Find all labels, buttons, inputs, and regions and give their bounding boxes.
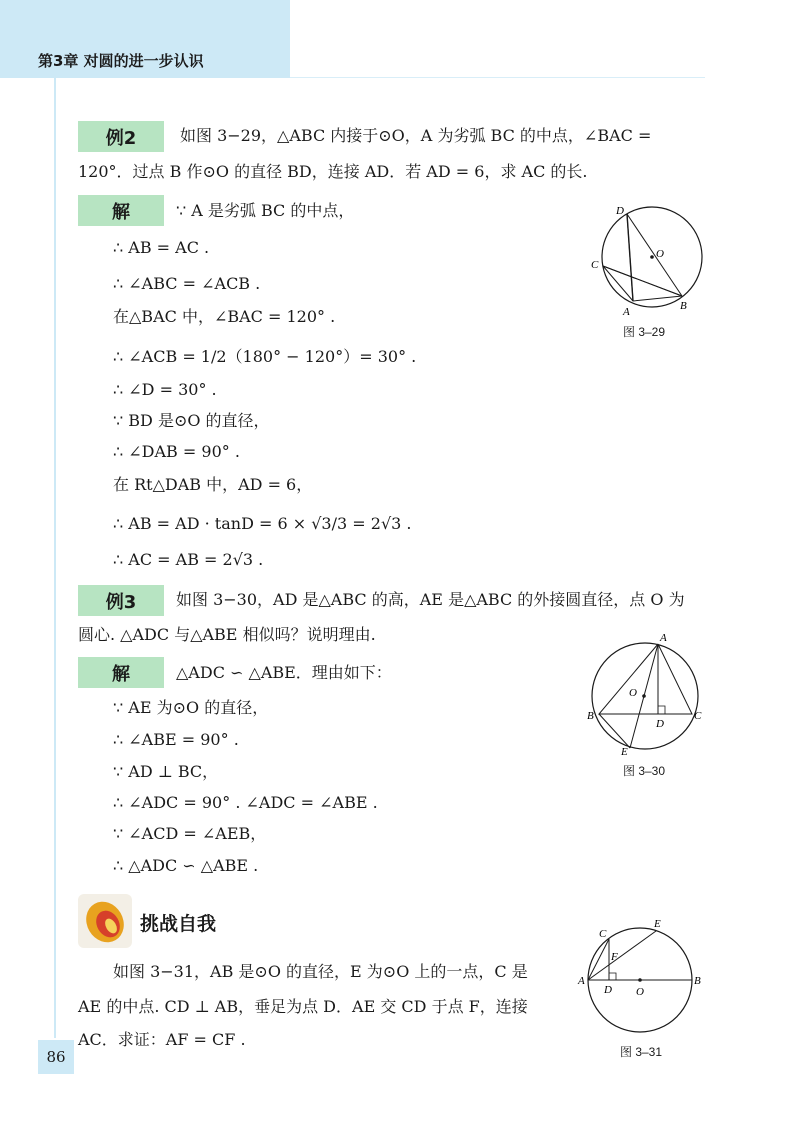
solution-2-line: △ADC ∽ △ABE．理由如下： <box>176 663 392 682</box>
figure-29-label-c: C <box>591 259 599 271</box>
example-2-line-1: 如图 3−29，△ABC 内接于⊙O，A 为劣弧 BC 的中点，∠BAC = <box>180 126 652 145</box>
figure-29-label-d: D <box>616 205 624 217</box>
figure-31-label-o: O <box>636 986 644 998</box>
challenge-line-3: AC．求证：AF = CF . <box>78 1030 246 1049</box>
solution-1-line: ∴ AC = AB = 2√3 . <box>113 550 264 569</box>
example-3-line-2: 圆心. △ADC 与△ABE 相似吗？说明理由. <box>78 625 376 644</box>
figure-3-29 <box>585 200 715 320</box>
challenge-icon <box>78 894 132 948</box>
challenge-line-1: 如图 3−31，AB 是⊙O 的直径，E 为⊙O 上的一点，C 是 <box>113 962 528 981</box>
solution-1-line: ∵ BD 是⊙O 的直径， <box>113 411 270 430</box>
figure-30-label-b: B <box>587 710 594 722</box>
solution-1-line: ∴ ∠ABC = ∠ACB . <box>113 274 261 293</box>
figure-31-caption: 图 3–31 <box>620 1045 663 1059</box>
margin-rule <box>54 78 56 1038</box>
page-number: 86 <box>46 1048 66 1066</box>
example-3-line-1: 如图 3−30，AD 是△ABC 的高，AE 是△ABC 的外接圆直径，点 O 为 <box>176 590 685 609</box>
example-2-tag: 例2 <box>78 121 164 152</box>
figure-29-label-b: B <box>680 300 687 312</box>
example-3-tag: 例3 <box>78 585 164 616</box>
figure-3-31 <box>575 912 705 1034</box>
solution-1-line: ∴ ∠ACB = 1/2（180° − 120°）= 30° . <box>113 347 417 366</box>
solution-2-line: ∵ AD ⊥ BC， <box>113 762 219 781</box>
solution-2-line: ∵ AE 为⊙O 的直径， <box>113 698 269 717</box>
challenge-line-2: AE 的中点. CD ⊥ AB，垂足为点 D．AE 交 CD 于点 F，连接 <box>78 997 528 1016</box>
solution-1-tag: 解 <box>78 195 164 226</box>
figure-3-30 <box>585 630 710 760</box>
figure-30-label-e: E <box>621 746 628 758</box>
figure-30-label-d: D <box>656 718 664 730</box>
example-2-line-2: 120°．过点 B 作⊙O 的直径 BD，连接 AD．若 AD = 6，求 AC 的长. <box>78 162 588 181</box>
solution-1-line: ∴ AB = AC . <box>113 238 210 257</box>
solution-2-line: ∴ △ADC ∽ △ABE . <box>113 856 259 875</box>
figure-30-caption: 图 3–30 <box>623 764 666 778</box>
figure-30-label-c: C <box>694 710 702 722</box>
challenge-title: 挑战自我 <box>140 913 217 935</box>
figure-31-label-e: E <box>654 918 661 930</box>
figure-31-label-d: D <box>604 984 612 996</box>
solution-2-line: ∵ ∠ACD = ∠AEB， <box>113 824 267 843</box>
figure-29-label-a: A <box>623 306 630 318</box>
figure-30-label-a: A <box>660 632 667 644</box>
solution-1-line: ∴ AB = AD · tanD = 6 × √3/3 = 2√3 . <box>113 514 412 533</box>
solution-1-line: ∴ ∠DAB = 90° . <box>113 442 240 461</box>
figure-31-label-b: B <box>694 975 701 987</box>
solution-1-line: ∴ ∠D = 30° . <box>113 380 217 399</box>
solution-2-line: ∴ ∠ABE = 90° . <box>113 730 239 749</box>
figure-31-label-f: F <box>611 951 618 963</box>
solution-1-line: 在△BAC 中，∠BAC = 120° . <box>113 307 336 326</box>
figure-31-label-c: C <box>599 928 607 940</box>
figure-29-caption: 图 3–29 <box>623 325 666 339</box>
figure-30-label-o: O <box>629 687 637 699</box>
chapter-title: 第3章 对圆的进一步认识 <box>38 52 204 70</box>
header-rule <box>290 77 705 78</box>
solution-1-line: ∵ A 是劣弧 BC 的中点， <box>176 201 355 220</box>
solution-2-line: ∴ ∠ADC = 90° . ∠ADC = ∠ABE . <box>113 793 378 812</box>
figure-29-label-o: O <box>656 248 664 260</box>
solution-1-line: 在 Rt△DAB 中，AD = 6， <box>113 475 313 494</box>
figure-31-label-a: A <box>578 975 585 987</box>
solution-2-tag: 解 <box>78 657 164 688</box>
